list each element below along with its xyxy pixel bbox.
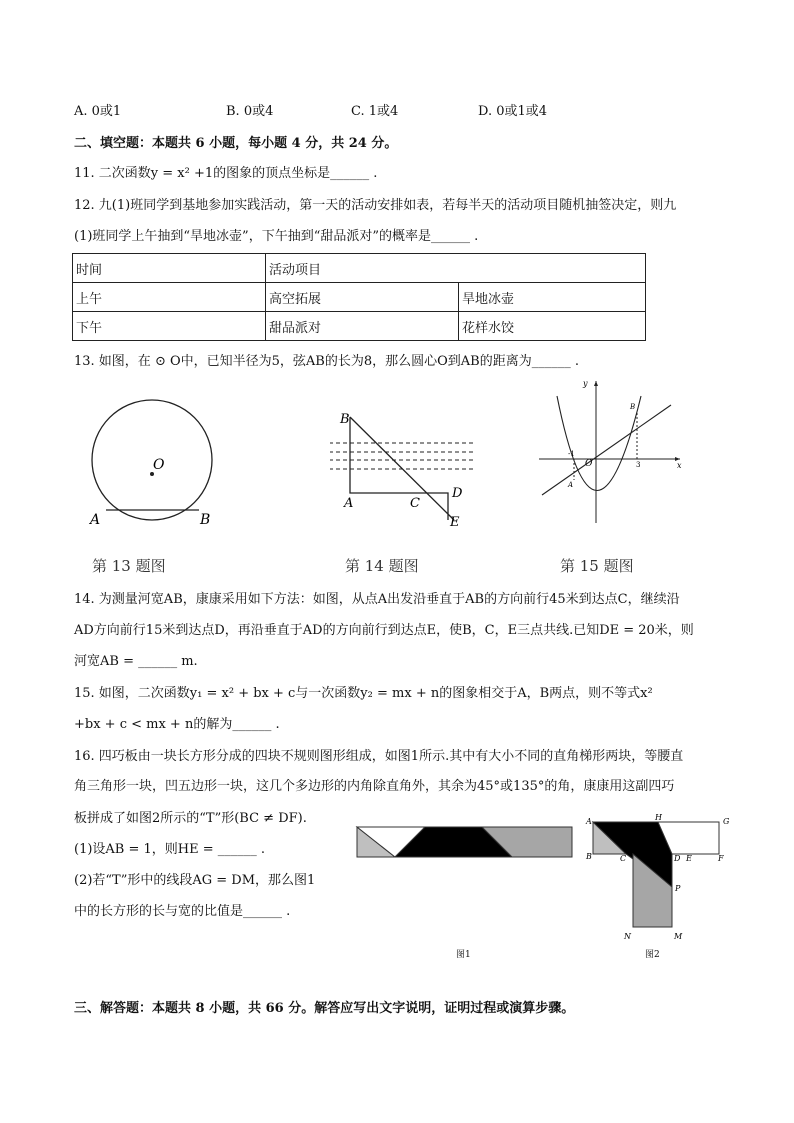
label-h: H xyxy=(655,813,662,822)
label-3: 3 xyxy=(636,461,641,469)
option-c: C. 1或4 xyxy=(351,104,399,119)
label-d: D xyxy=(674,854,681,863)
figure-15-caption: 第 15 题图 xyxy=(560,557,634,575)
question-16-line-1: 16. 四巧板由一块长方形分成的四块不规则图形组成，如图1所示.其中有大小不同的直角梯形两块，等腰直 xyxy=(74,749,684,764)
label-c: C xyxy=(410,496,420,511)
table-cell: 花样水饺 xyxy=(459,312,646,341)
option-d: D. 0或1或4 xyxy=(478,104,548,119)
label-o: O xyxy=(585,459,593,469)
figure-14-caption: 第 14 题图 xyxy=(345,557,419,575)
label-a: A xyxy=(586,817,592,826)
figure-13-caption: 第 13 题图 xyxy=(92,557,166,575)
question-16-line-3: 板拼成了如图2所示的“T”形(BC ≠ DF). xyxy=(74,811,307,826)
label-f: F xyxy=(718,854,724,863)
label-b: B xyxy=(586,852,592,861)
table-header-row xyxy=(73,254,646,283)
table-cell: 下午 xyxy=(73,312,266,341)
label-a: A xyxy=(568,481,574,489)
label-n: N xyxy=(624,932,631,941)
label-b: B xyxy=(340,412,350,427)
figure-16-caption-1: 图1 xyxy=(456,950,471,960)
activity-table xyxy=(72,253,646,341)
table-cell: 旱地冰壶 xyxy=(459,283,646,312)
question-13: 13. 如图，在 ⊙ O中，已知半径为5，弦AB的长为8，那么圆心O到AB的距离为______ . xyxy=(74,354,579,369)
label-g: G xyxy=(723,817,730,826)
label-neg1: -1 xyxy=(568,450,575,458)
label-p: P xyxy=(675,884,681,893)
question-16-part-2b: 中的长方形的长与宽的比值是______ . xyxy=(74,904,291,919)
figure-13-circle xyxy=(80,390,230,540)
label-m: M xyxy=(674,932,683,941)
figure-15-graphs xyxy=(535,375,685,525)
question-11: 11. 二次函数y = x² +1的图象的顶点坐标是______ . xyxy=(74,166,378,181)
label-e: E xyxy=(450,515,460,530)
question-15-line-1: 15. 如图，二次函数y₁ = x² + bx + c与一次函数y₂ = mx + n的图象相交于A，B两点，则不等式x² xyxy=(74,686,653,701)
label-d: D xyxy=(452,486,463,501)
table-cell: 高空拓展 xyxy=(266,283,459,312)
circle-o xyxy=(92,400,212,520)
label-a: A xyxy=(344,496,354,511)
option-a: A. 0或1 xyxy=(74,104,122,119)
label-b: B xyxy=(200,512,211,528)
question-12-line-1: 12. 九(1)班同学到基地参加实践活动，第一天的活动安排如表，若每半天的活动项目随机抽签决定，则九 xyxy=(74,198,677,213)
table-cell: 时间 xyxy=(73,254,266,283)
section-3-heading: 三、解答题：本题共 8 小题，共 66 分。解答应写出文字说明，证明过程或演算步骤。 xyxy=(74,1001,575,1016)
section-2-heading: 二、填空题：本题共 6 小题，每小题 4 分，共 24 分。 xyxy=(74,136,398,151)
label-a: A xyxy=(90,512,101,528)
label-b: B xyxy=(630,403,636,411)
option-b: B. 0或4 xyxy=(226,104,274,119)
question-14-line-1: 14. 为测量河宽AB，康康采用如下方法：如图，从点A出发沿垂直于AB的方向前行45米到达点C，继续沿 xyxy=(74,592,680,607)
figure-16-tangram-rectangle xyxy=(355,825,575,865)
label-o: O xyxy=(153,457,165,473)
question-16-part-1: (1)设AB = 1，则HE = ______ . xyxy=(74,842,266,857)
question-12-line-2: (1)班同学上午抽到“旱地冰壶”，下午抽到“甜品派对”的概率是______ . xyxy=(74,229,479,244)
table-cell: 甜品派对 xyxy=(266,312,459,341)
y-axis-arrow xyxy=(594,381,598,386)
table-row xyxy=(73,312,646,341)
question-14-line-3: 河宽AB = ______ m. xyxy=(74,654,198,669)
question-16-line-2: 角三角形一块，凹五边形一块，这几个多边形的内角除直角外，其余为45°或135°的角，康康用这副四巧 xyxy=(74,779,675,794)
table-cell: 活动项目 xyxy=(266,254,646,283)
question-16-part-2a: (2)若“T”形中的线段AG = DM，那么图1 xyxy=(74,873,316,888)
table-cell: 上午 xyxy=(73,283,266,312)
figure-14-river xyxy=(330,405,480,530)
label-c: C xyxy=(620,854,627,863)
label-y: y xyxy=(583,379,588,388)
label-x: x xyxy=(677,461,682,470)
figure-16-t-shape xyxy=(578,812,738,947)
label-e: E xyxy=(686,854,692,863)
table-row xyxy=(73,283,646,312)
figure-16-caption-2: 图2 xyxy=(645,950,660,960)
question-15-line-2: +bx + c < mx + n的解为______ . xyxy=(74,717,280,732)
question-14-line-2: AD方向前行15米到达点D，再沿垂直于AD的方向前行到达点E，使B，C，E三点共线.已知DE = 20米，则 xyxy=(74,623,694,638)
